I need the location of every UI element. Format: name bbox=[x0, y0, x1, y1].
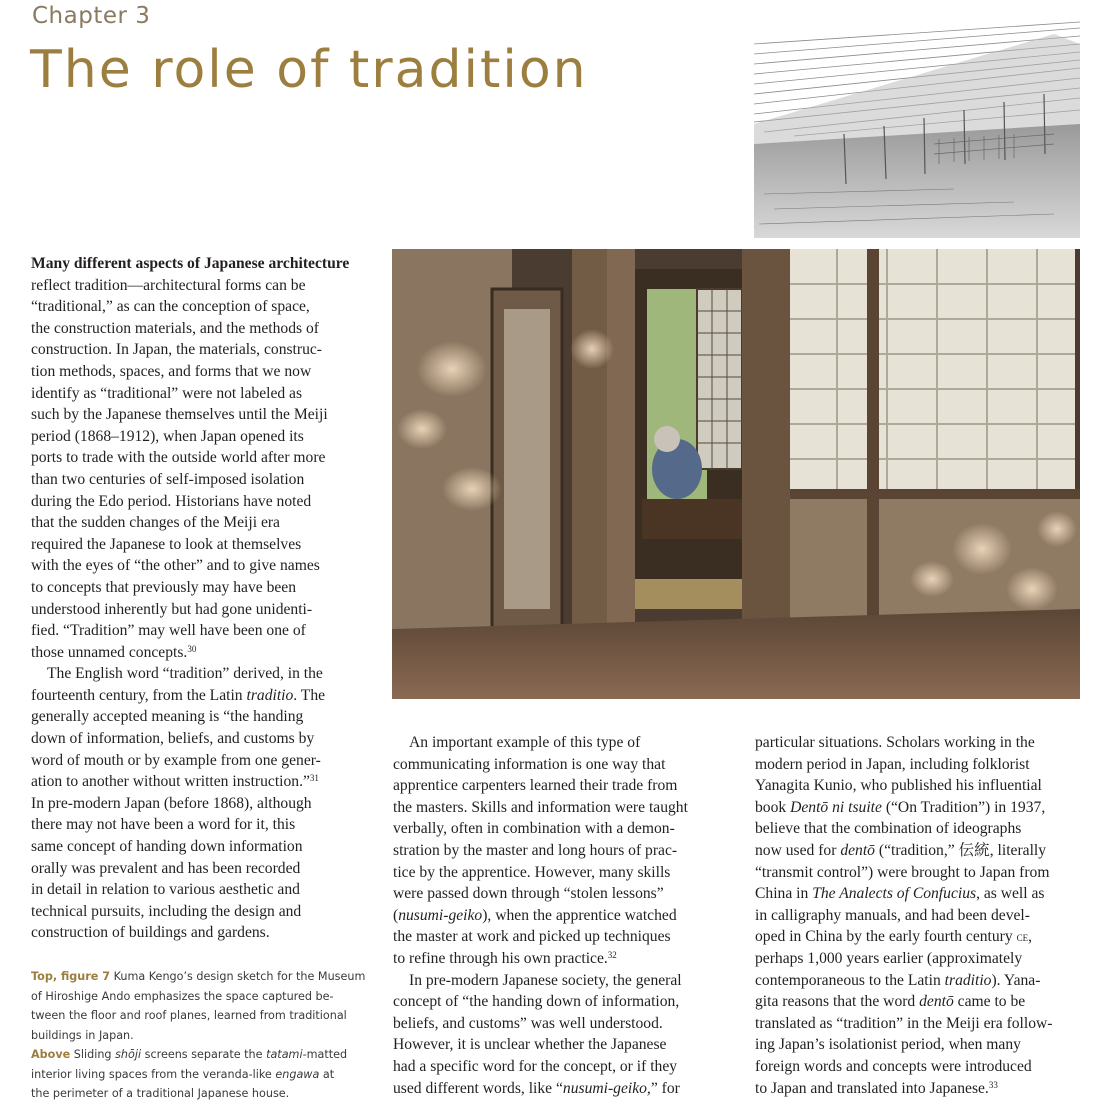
text-run: . The bbox=[293, 686, 326, 704]
body-column-3 bbox=[755, 732, 1085, 1099]
italic-term: dentō bbox=[919, 993, 954, 1011]
text-line: ing Japan’s isolationist period, when many bbox=[755, 1036, 1021, 1054]
text-line bbox=[31, 771, 361, 793]
caption-line: buildings in Japan. bbox=[31, 1028, 134, 1042]
text-line bbox=[393, 1078, 723, 1100]
text-run: now used for bbox=[755, 841, 841, 859]
text-line: tion methods, spaces, and forms that we now bbox=[31, 362, 312, 380]
text-run: those unnamed concepts. bbox=[31, 643, 188, 661]
text-run: (“tradition,” 伝統, literally bbox=[874, 841, 1047, 859]
text-run: ” for bbox=[650, 1079, 680, 1097]
caption-line: the perimeter of a traditional Japanese house. bbox=[31, 1087, 290, 1100]
italic-term: shōji bbox=[115, 1048, 142, 1061]
italic-term: dentō bbox=[840, 841, 875, 859]
text-run: to refine through his own practice. bbox=[393, 949, 608, 967]
text-line: believe that the combination of ideographs bbox=[755, 820, 1022, 838]
body-column-2 bbox=[393, 732, 723, 1099]
text-line bbox=[755, 840, 1085, 862]
caption-line bbox=[31, 1045, 361, 1065]
text-line: apprentice carpenters learned their trade from bbox=[393, 777, 678, 795]
text-run: ). Yana- bbox=[991, 971, 1041, 989]
caption-line: tween the floor and roof planes, learned from traditional bbox=[31, 1009, 347, 1022]
text-line: concept of “the handing down of information, bbox=[393, 993, 680, 1011]
text-line: to concepts that previously may have been bbox=[31, 578, 297, 596]
figure-caption bbox=[31, 967, 366, 1104]
text-line: that the sudden changes of the Meiji era bbox=[31, 514, 280, 532]
italic-term: Dentō ni tsuite bbox=[790, 798, 882, 816]
text-line: during the Edo period. Historians have noted bbox=[31, 492, 312, 510]
text-line bbox=[31, 685, 361, 707]
text-line: understood inherently but had gone unidenti- bbox=[31, 600, 313, 618]
text-line: In pre-modern Japanese society, the general bbox=[409, 971, 682, 989]
text-line: modern period in Japan, including folklorist bbox=[755, 755, 1030, 773]
text-line: were passed down through “stolen lessons” bbox=[393, 885, 664, 903]
lead-in-text: Many different aspects of Japanese architecture bbox=[31, 255, 350, 272]
text-line: beliefs, and customs” was well understood. bbox=[393, 1014, 663, 1032]
text-line: construction of buildings and gardens. bbox=[31, 924, 270, 942]
text-line: reflect tradition—architectural forms can be bbox=[31, 276, 306, 294]
text-line: there may not have been a word for it, this bbox=[31, 816, 296, 834]
text-line: in calligraphy manuals, and had been devel- bbox=[755, 906, 1030, 924]
text-line: stration by the master and long hours of prac- bbox=[393, 841, 678, 859]
text-line: the master at work and picked up techniques bbox=[393, 928, 671, 946]
text-run: to Japan and translated into Japanese. bbox=[755, 1079, 989, 1097]
text-line: However, it is unclear whether the Japanese bbox=[393, 1036, 667, 1054]
caption-text: Sliding bbox=[70, 1048, 116, 1061]
text-run: came to be bbox=[953, 993, 1026, 1011]
text-run: ation to another without written instruction.” bbox=[31, 773, 310, 791]
caption-label: Top, figure 7 bbox=[31, 970, 111, 983]
text-line: the construction materials, and the methods of bbox=[31, 319, 319, 337]
shoji-house-photo bbox=[392, 249, 1080, 699]
text-line bbox=[755, 991, 1085, 1013]
text-line: An important example of this type of bbox=[409, 734, 641, 751]
text-line: such by the Japanese themselves until the Meiji bbox=[31, 406, 328, 424]
text-line: communicating information is one way that bbox=[393, 755, 666, 773]
text-line: tice by the apprentice. However, many skills bbox=[393, 863, 671, 881]
caption-text: interior living spaces from the veranda-like bbox=[31, 1067, 276, 1081]
caption-line: of Hiroshige Ando emphasizes the space captured be- bbox=[31, 989, 334, 1003]
text-line: technical pursuits, including the design and bbox=[31, 902, 302, 920]
text-run: book bbox=[755, 798, 791, 816]
text-line: the masters. Skills and information were taught bbox=[393, 798, 688, 816]
text-line: “traditional,” as can the conception of space, bbox=[31, 298, 310, 316]
text-line: ports to trade with the outside world after more bbox=[31, 449, 326, 467]
text-line: in detail in relation to various aesthetic and bbox=[31, 881, 300, 899]
text-line: (nusumi-geiko), when the apprentice watched bbox=[393, 906, 677, 924]
text-line bbox=[755, 883, 1085, 905]
text-line: had a specific word for the concept, or if they bbox=[393, 1057, 678, 1075]
italic-term: engawa bbox=[275, 1067, 320, 1081]
text-run: gita reasons that the word bbox=[755, 993, 920, 1011]
text-line: identify as “traditional” were not labeled as bbox=[31, 384, 303, 402]
italic-term: The Analects of Confucius bbox=[812, 885, 977, 903]
italic-term: traditio bbox=[944, 971, 992, 989]
caption-text: at bbox=[319, 1067, 335, 1081]
text-line: fied. “Tradition” may well have been one of bbox=[31, 622, 306, 640]
text-run: ), when the apprentice watched bbox=[482, 906, 677, 924]
footnote-ref: 30 bbox=[187, 643, 197, 654]
text-line: construction. In Japan, the materials, construc- bbox=[31, 341, 322, 359]
text-line: same concept of handing down information bbox=[31, 838, 303, 856]
text-run: fourteenth century, from the Latin bbox=[31, 686, 247, 704]
text-line: with the eyes of “the other” and to give names bbox=[31, 557, 320, 575]
caption-text: -matted bbox=[302, 1048, 348, 1061]
text-line: word of mouth or by example from one gener- bbox=[31, 751, 321, 769]
caption-line bbox=[31, 967, 366, 987]
text-run: China in bbox=[755, 885, 813, 903]
text-line bbox=[393, 948, 723, 970]
text-line: foreign words and concepts were introduced bbox=[755, 1057, 1032, 1075]
caption-line bbox=[31, 1065, 361, 1085]
text-line: Yanagita Kunio, who published his influential bbox=[755, 777, 1042, 795]
small-caps-era: ce bbox=[1016, 929, 1029, 945]
caption-text: screens separate the bbox=[141, 1048, 267, 1061]
text-line bbox=[31, 642, 361, 664]
text-run: contemporaneous to the Latin bbox=[755, 971, 945, 989]
italic-term: traditio bbox=[246, 686, 294, 704]
text-run: , as well as bbox=[976, 885, 1045, 903]
text-line: perhaps 1,000 years earlier (approximately bbox=[755, 949, 1023, 967]
text-run: (“On Tradition”) in 1937, bbox=[881, 798, 1046, 816]
text-line: period (1868–1912), when Japan opened its bbox=[31, 427, 304, 445]
caption-label: Above bbox=[31, 1048, 71, 1061]
footnote-ref: 32 bbox=[607, 949, 617, 960]
footnote-ref: 31 bbox=[309, 773, 319, 784]
text-line: “transmit control”) were brought to Japan from bbox=[755, 863, 1050, 881]
text-line: The English word “tradition” derived, in the bbox=[47, 665, 323, 683]
text-line bbox=[755, 926, 1085, 948]
italic-term: tatami bbox=[266, 1048, 303, 1061]
text-run: oped in China by the early fourth century bbox=[755, 928, 1017, 946]
italic-term: nusumi-geiko bbox=[398, 906, 483, 924]
caption-text: Kuma Kengo’s design sketch for the Museum bbox=[110, 970, 366, 983]
text-line: required the Japanese to look at themselves bbox=[31, 535, 302, 553]
text-line bbox=[755, 1078, 1085, 1100]
text-line: than two centuries of self-imposed isolation bbox=[31, 470, 305, 488]
text-line: In pre-modern Japan (before 1868), although bbox=[31, 794, 312, 812]
text-line: particular situations. Scholars working in the bbox=[755, 734, 1035, 751]
text-run: , bbox=[1028, 928, 1032, 946]
chapter-title: The role of tradition bbox=[30, 40, 588, 100]
text-line: down of information, beliefs, and customs by bbox=[31, 730, 315, 748]
text-line: generally accepted meaning is “the handing bbox=[31, 708, 304, 726]
italic-term: nusumi-geiko, bbox=[562, 1079, 651, 1097]
design-sketch-image bbox=[754, 14, 1080, 238]
chapter-label: Chapter 3 bbox=[32, 3, 151, 29]
text-line: orally was prevalent and has been recorded bbox=[31, 859, 301, 877]
text-run: used different words, like “ bbox=[393, 1079, 563, 1097]
footnote-ref: 33 bbox=[988, 1079, 998, 1090]
text-line: translated as “tradition” in the Meiji era follow- bbox=[755, 1014, 1053, 1032]
text-line bbox=[755, 797, 1085, 819]
text-line bbox=[755, 970, 1085, 992]
body-column-1 bbox=[31, 253, 361, 944]
text-line: verbally, often in combination with a demon- bbox=[393, 820, 675, 838]
